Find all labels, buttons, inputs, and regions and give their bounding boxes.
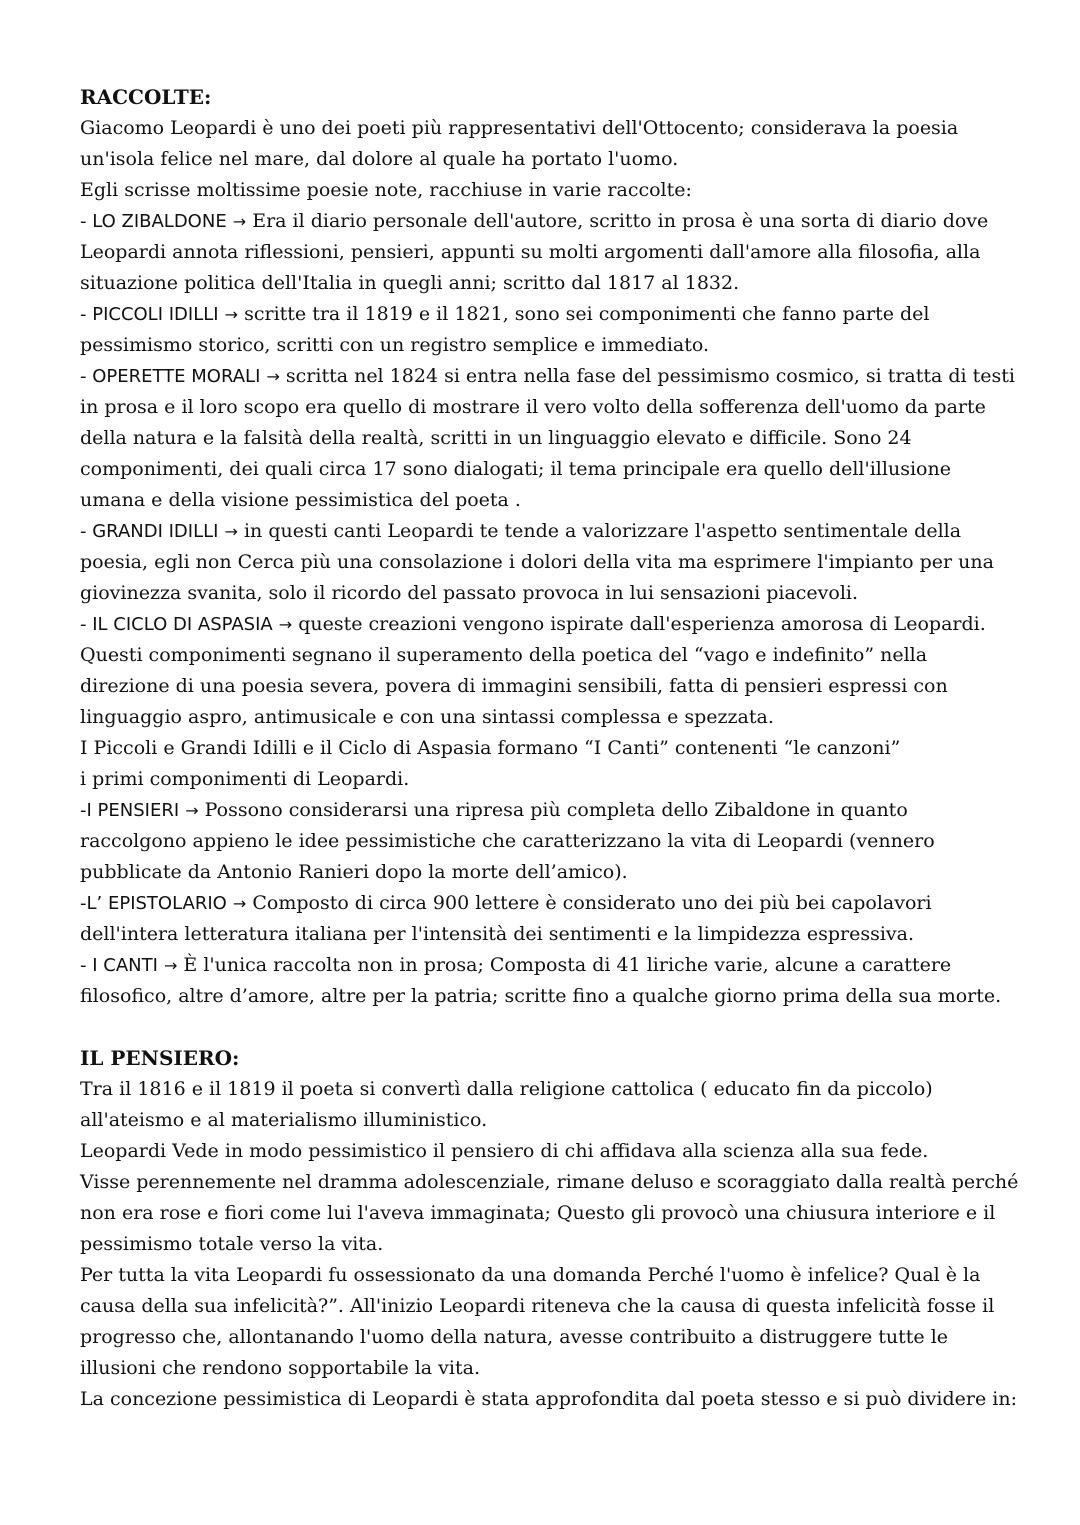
body-paragraph: Leopardi Vede in modo pessimistico il pensiero di chi affidava alla scienza alla sua fede. <box>80 1140 929 1162</box>
item-text: Possono considerarsi una ripresa più completa dello Zibaldone in quanto raccolgono appieno le idee pessimistiche che caratterizzano la vita di Leopardi (vennero pubblicate da Antonio Ranieri dopo la morte dell’amico). <box>80 799 935 883</box>
body-paragraph: Visse perennemente nel dramma adolescenziale, rimane deluso e scoraggiato dalla realtà perché non era rose e fiori come lui l'aveva immaginata; Questo gli provocò una chiusura interiore e il pessimismo totale verso la vita. <box>80 1171 1019 1255</box>
list-item <box>80 609 1020 733</box>
canti-note: i primi componimenti di Leopardi. <box>80 768 410 790</box>
arrow-icon: → <box>278 615 293 634</box>
item-text: Composto di circa 900 lettere è considerato uno dei più bei capolavori dell'intera letteratura italiana per l'intensità dei sentimenti e la limpidezza espressiva. <box>80 892 932 945</box>
item-term: - GRANDI IDILLI <box>80 521 219 542</box>
item-term: -I PENSIERI <box>80 800 180 821</box>
list-item <box>80 516 1020 609</box>
item-term: - IL CICLO DI ASPASIA <box>80 614 273 635</box>
list-item <box>80 299 1020 361</box>
item-text: scritta nel 1824 si entra nella fase del pessimismo cosmico, si tratta di testi in prosa e il loro scopo era quello di mostrare il vero volto della sofferenza dell'uomo da parte della natura e la falsità della realtà, scritti in un linguaggio elevato e difficile. Sono 24 componimenti, dei quali circa 17 sono dialogati; il tema principale era quello dell'illusione umana e della visione pessimistica del poeta . <box>80 365 1015 511</box>
arrow-icon: → <box>232 894 247 913</box>
arrow-icon: → <box>266 367 280 386</box>
arrow-icon: → <box>163 956 178 975</box>
arrow-icon: → <box>224 522 238 541</box>
item-term: - OPERETTE MORALI <box>80 366 261 387</box>
item-term: - PICCOLI IDILLI <box>80 304 219 325</box>
arrow-icon: → <box>232 212 247 231</box>
body-paragraph: Tra il 1816 e il 1819 il poeta si convertì dalla religione cattolica ( educato fin da piccolo) all'ateismo e al materialismo illuministico. <box>80 1078 933 1131</box>
arrow-icon: → <box>185 801 199 820</box>
list-item <box>80 950 1020 1012</box>
item-text: È l'unica raccolta non in prosa; Composta di 41 liriche varie, alcune a carattere filosofico, altre d’amore, altre per la patria; scritte fino a qualche giorno prima della sua morte. <box>80 954 1002 1007</box>
item-text: Era il diario personale dell'autore, scritto in prosa è una sorta di diario dove Leopardi annota riflessioni, pensieri, appunti su molti argomenti dall'amore alla filosofia, alla situazione politica dell'Italia in quegli anni; scritto dal 1817 al 1832. <box>80 210 989 294</box>
arrow-icon: → <box>224 305 239 324</box>
list-item <box>80 206 1020 299</box>
list-item <box>80 888 1020 950</box>
item-term: - I CANTI <box>80 955 158 976</box>
list-item <box>80 361 1020 516</box>
item-term: -L’ EPISTOLARIO <box>80 893 227 914</box>
list-item <box>80 795 1020 888</box>
section-spacer <box>80 1012 1020 1043</box>
item-text: in questi canti Leopardi te tende a valorizzare l'aspetto sentimentale della poesia, egli non Cerca più una consolazione i dolori della vita ma esprimere l'impianto per una giovinezza svanita, solo il ricordo del passato provoca in lui sensazioni piacevoli. <box>80 520 994 604</box>
body-paragraph: Per tutta la vita Leopardi fu ossessionato da una domanda Perché l'uomo è infelice? Qual è la causa della sua infelicità?”. All'inizio Leopardi riteneva che la causa di questa infelicità fosse il progresso che, allontanando l'uomo della natura, avesse contribuito a distruggere tutte le illusioni che rendono sopportabile la vita. <box>80 1264 995 1379</box>
canti-note: I Piccoli e Grandi Idilli e il Ciclo di Aspasia formano “I Canti” contenenti “le canzoni” <box>80 737 901 759</box>
item-text: queste creazioni vengono ispirate dall'esperienza amorosa di Leopardi. Questi componimenti segnano il superamento della poetica del “vago e indefinito” nella direzione di una poesia severa, povera di immagini sensibili, fatta di pensieri espressi con linguaggio aspro, antimusicale e con una sintassi complessa e spezzata. <box>80 613 986 728</box>
document-page <box>80 82 1020 1415</box>
item-text: scritte tra il 1819 e il 1821, sono sei componimenti che fanno parte del pessimismo storico, scritti con un registro semplice e immediato. <box>80 303 930 356</box>
section-heading-pensiero: IL PENSIERO: <box>80 1046 240 1070</box>
section-heading-raccolte: RACCOLTE: <box>80 85 212 109</box>
body-paragraph: La concezione pessimistica di Leopardi è stata approfondita dal poeta stesso e si può dividere in: <box>80 1388 1017 1410</box>
intro-paragraph: Egli scrisse moltissime poesie note, racchiuse in varie raccolte: <box>80 179 692 201</box>
item-term: - LO ZIBALDONE <box>80 211 227 232</box>
intro-paragraph: Giacomo Leopardi è uno dei poeti più rappresentativi dell'Ottocento; considerava la poesia un'isola felice nel mare, dal dolore al quale ha portato l'uomo. <box>80 117 959 170</box>
